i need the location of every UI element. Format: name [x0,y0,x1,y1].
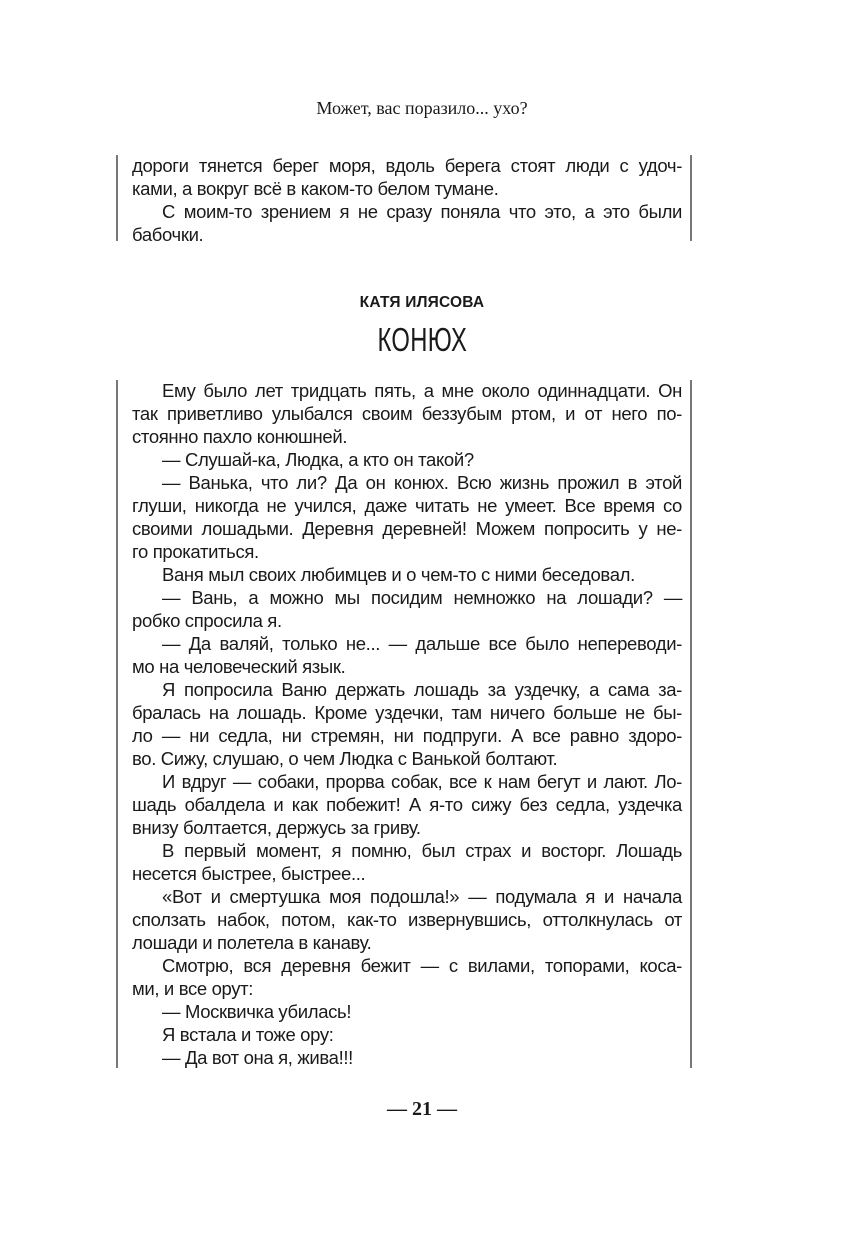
text-line: ми, и все орут: [132,978,254,999]
text-line: мо на человеческий язык. [132,656,346,677]
text-line: несется быстрее, быстрее... [132,863,366,884]
text-line: го прокатиться. [132,541,259,562]
text-line: — Вань, а можно мы посидим немножко на лошади? — [162,587,682,608]
text-line: во. Сижу, слушаю, о чем Людка с Ванькой болтают. [132,748,558,769]
previous-story-ending [116,155,692,245]
text-line: глуши, никогда не учился, даже читать не умеет. Все время со [132,495,682,516]
text-line: сползать набок, потом, как-то извернувшись, оттолкнулась от [132,909,682,930]
text-line: внизу болтается, держусь за гриву. [132,817,421,838]
text-line: ло — ни седла, ни стремян, ни подпруги. А все равно здоро- [132,725,682,746]
text-line: так приветливо улыбался своим беззубым ртом, и от него по- [132,403,682,424]
text-line: — Да валяй, только не... — дальше все было непереводи- [162,633,682,654]
text-line: стоянно пахло конюшней. [132,426,348,447]
text-line: бралась на лошадь. Кроме уздечки, там ничего больше не бы- [132,702,682,723]
text-line: шадь обалдела и как побежит! А я-то сижу без седла, уздечка [132,794,682,815]
text-line: бабочки. [132,224,204,245]
text-line: Ваня мыл своих любимцев и о чем-то с ними беседовал. [162,564,635,585]
text-line: лошади и полетела в канаву. [132,932,372,953]
text-line: дороги тянется берег моря, вдоль берега стоят люди с удоч- [132,155,682,176]
story-body [116,380,692,1068]
text-line: Ему было лет тридцать пять, а мне около одиннадцати. Он [162,380,682,401]
text-line: — Да вот она я, жива!!! [162,1047,353,1068]
text-line: своими лошадьми. Деревня деревней! Можем попросить у не- [132,518,682,539]
text-line: — Ванька, что ли? Да он конюх. Всю жизнь прожил в этой [162,472,682,493]
text-line: В первый момент, я помню, был страх и восторг. Лошадь [162,840,682,861]
text-line: ками, а вокруг всё в каком-то белом тумане. [132,178,499,199]
story-author: КАТЯ ИЛЯСОВА [359,294,485,311]
story-title-text: КОНЮХ [377,321,467,358]
text-line: Я попросила Ваню держать лошадь за уздечку, а сама за- [162,679,682,700]
text-line: робко спросила я. [132,610,282,631]
story-title [0,320,844,360]
running-head: Может, вас поразило... ухо? [316,98,528,118]
page-number: — 21 — [387,1098,457,1120]
text-line: Смотрю, вся деревня бежит — с вилами, топорами, коса- [162,955,682,976]
text-line: «Вот и смертушка моя подошла!» — подумала я и начала [162,886,682,907]
text-line: — Москвичка убилась! [162,1001,352,1022]
text-line: И вдруг — собаки, прорва собак, все к нам бегут и лают. Ло- [162,771,682,792]
text-line: С моим-то зрением я не сразу поняла что это, а это были [162,201,682,222]
text-line: Я встала и тоже ору: [162,1024,334,1045]
text-line: — Слушай-ка, Людка, а кто он такой? [162,449,474,470]
